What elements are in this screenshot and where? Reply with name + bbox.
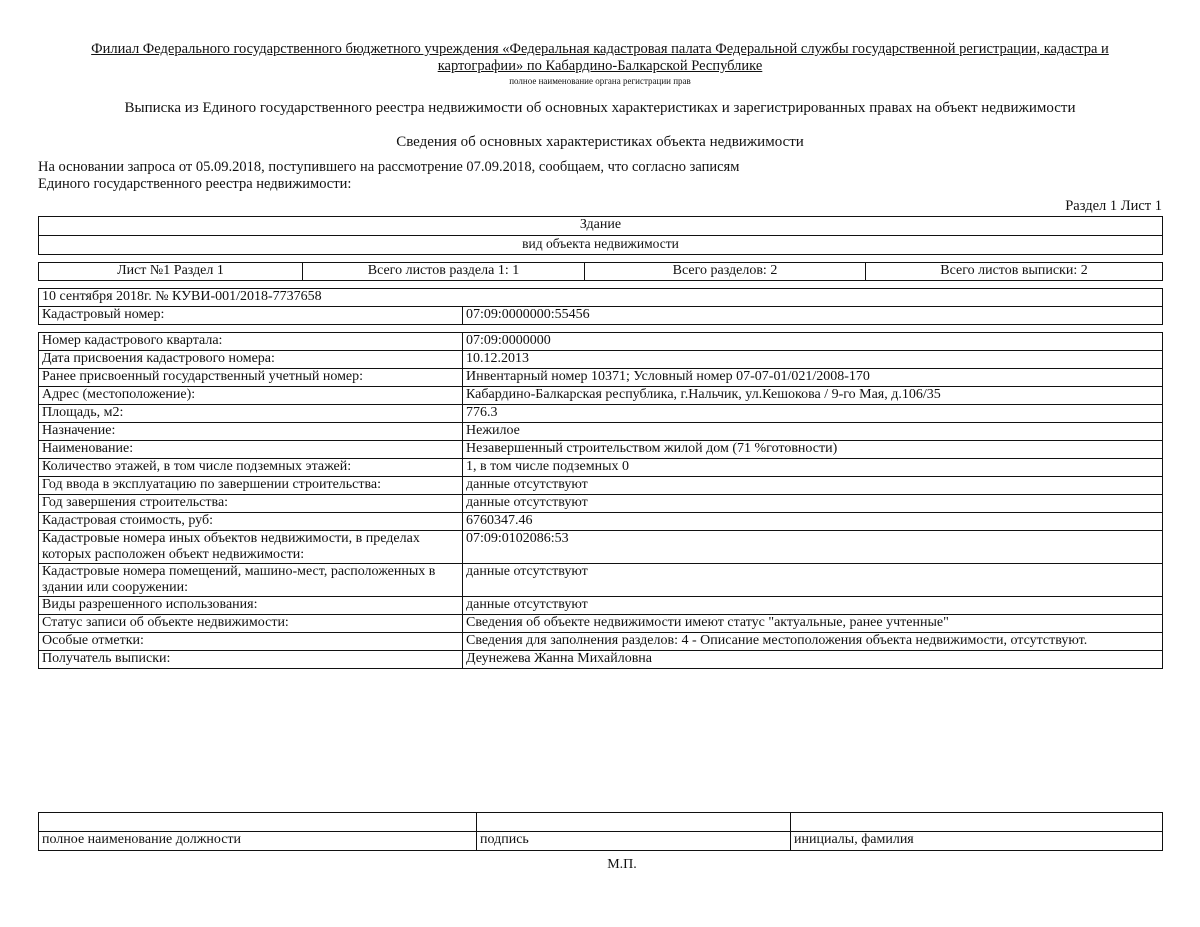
intro-line-1: На основании запроса от 05.09.2018, поступившего на рассмотрение 07.09.2018, сообщаем, что согласно записям (38, 159, 740, 175)
organization-caption: полное наименование органа регистрации прав (509, 76, 691, 86)
table-row (39, 477, 1163, 495)
row-label: Площадь, м2: (39, 405, 463, 423)
row-value: Деунежева Жанна Михайловна (463, 651, 1163, 669)
intro-line-2: Единого государственного реестра недвижимости: (38, 176, 352, 192)
signature-caption: подпись (477, 832, 791, 851)
table-row (39, 633, 1163, 651)
row-label: Наименование: (39, 441, 463, 459)
stamp-placeholder: М.П. (607, 857, 637, 872)
total-sections: Всего разделов: 2 (585, 263, 866, 281)
table-row (39, 405, 1163, 423)
object-type-table (38, 216, 1163, 255)
row-value: Инвентарный номер 10371; Условный номер 07-07-01/021/2008-170 (463, 369, 1163, 387)
table-row (39, 513, 1163, 531)
intro-text (38, 159, 838, 193)
row-label: Получатель выписки: (39, 651, 463, 669)
row-label: Год ввода в эксплуатацию по завершении строительства: (39, 477, 463, 495)
table-row (39, 597, 1163, 615)
row-label: Год завершения строительства: (39, 495, 463, 513)
row-value: данные отсутствуют (463, 597, 1163, 615)
row-value: 776.3 (463, 405, 1163, 423)
row-value: данные отсутствуют (463, 477, 1163, 495)
section-title: Сведения об основных характеристиках объекта недвижимости (396, 134, 804, 150)
object-type-value: Здание (39, 217, 1163, 236)
extract-title: Выписка из Единого государственного реестра недвижимости об основных характеристиках и зарегистрированных правах на объект недвижимости (124, 100, 1076, 116)
row-label: Адрес (местоположение): (39, 387, 463, 405)
name-caption: инициалы, фамилия (791, 832, 1163, 851)
table-row (39, 459, 1163, 477)
row-label: Назначение: (39, 423, 463, 441)
characteristics-table (38, 332, 1163, 669)
row-value: 6760347.46 (463, 513, 1163, 531)
table-row (39, 423, 1163, 441)
row-value: 07:09:0102086:53 (463, 531, 1163, 564)
table-row (39, 564, 1163, 597)
row-value: 1, в том числе подземных 0 (463, 459, 1163, 477)
row-label: Статус записи об объекте недвижимости: (39, 615, 463, 633)
row-label: Особые отметки: (39, 633, 463, 651)
row-value: Сведения об объекте недвижимости имеют статус "актуальные, ранее учтенные" (463, 615, 1163, 633)
row-label: Ранее присвоенный государственный учетный номер: (39, 369, 463, 387)
total-section-sheets: Всего листов раздела 1: 1 (303, 263, 585, 281)
row-label: Кадастровые номера иных объектов недвижимости, в пределах которых расположен объект недвижимости: (39, 531, 463, 564)
row-value: 10.12.2013 (463, 351, 1163, 369)
extract-header-table (38, 288, 1163, 325)
table-row (39, 531, 1163, 564)
sheets-table (38, 262, 1163, 281)
row-label: Кадастровые номера помещений, машино-мест, расположенных в здании или сооружении: (39, 564, 463, 597)
row-label: Количество этажей, в том числе подземных этажей: (39, 459, 463, 477)
row-label: Номер кадастрового квартала: (39, 333, 463, 351)
position-blank (39, 813, 477, 832)
row-value: Незавершенный строительством жилой дом (71 %готовности) (463, 441, 1163, 459)
object-type-caption: вид объекта недвижимости (39, 236, 1163, 255)
row-value: Нежилое (463, 423, 1163, 441)
table-row (39, 369, 1163, 387)
extract-date-number: 10 сентября 2018г. № КУВИ-001/2018-7737658 (39, 289, 1163, 307)
table-row (39, 495, 1163, 513)
table-row (39, 333, 1163, 351)
table-row (39, 351, 1163, 369)
cadastral-number-value: 07:09:0000000:55456 (463, 307, 1163, 325)
name-blank (791, 813, 1163, 832)
total-extract-sheets: Всего листов выписки: 2 (866, 263, 1163, 281)
signature-blank (477, 813, 791, 832)
row-value: Кабардино-Балкарская республика, г.Нальчик, ул.Кешокова / 9-го Мая, д.106/35 (463, 387, 1163, 405)
row-value: данные отсутствуют (463, 495, 1163, 513)
sheet-reference: Раздел 1 Лист 1 (1065, 198, 1162, 214)
sheet-number: Лист №1 Раздел 1 (39, 263, 303, 281)
table-row (39, 387, 1163, 405)
row-value: 07:09:0000000 (463, 333, 1163, 351)
row-label: Виды разрешенного использования: (39, 597, 463, 615)
table-row (39, 441, 1163, 459)
row-value: данные отсутствуют (463, 564, 1163, 597)
organization-name: Филиал Федерального государственного бюджетного учреждения «Федеральная кадастровая палата Федеральной службы государственной регистрации, кадастра и картографии» по Кабардино-Балкарской Республике (91, 41, 1109, 74)
row-label: Кадастровая стоимость, руб: (39, 513, 463, 531)
position-caption: полное наименование должности (39, 832, 477, 851)
cadastral-number-label: Кадастровый номер: (39, 307, 463, 325)
row-label: Дата присвоения кадастрового номера: (39, 351, 463, 369)
row-value: Сведения для заполнения разделов: 4 - Описание местоположения объекта недвижимости, отсутствуют. (463, 633, 1163, 651)
table-row (39, 615, 1163, 633)
table-row (39, 651, 1163, 669)
signature-table (38, 812, 1163, 851)
